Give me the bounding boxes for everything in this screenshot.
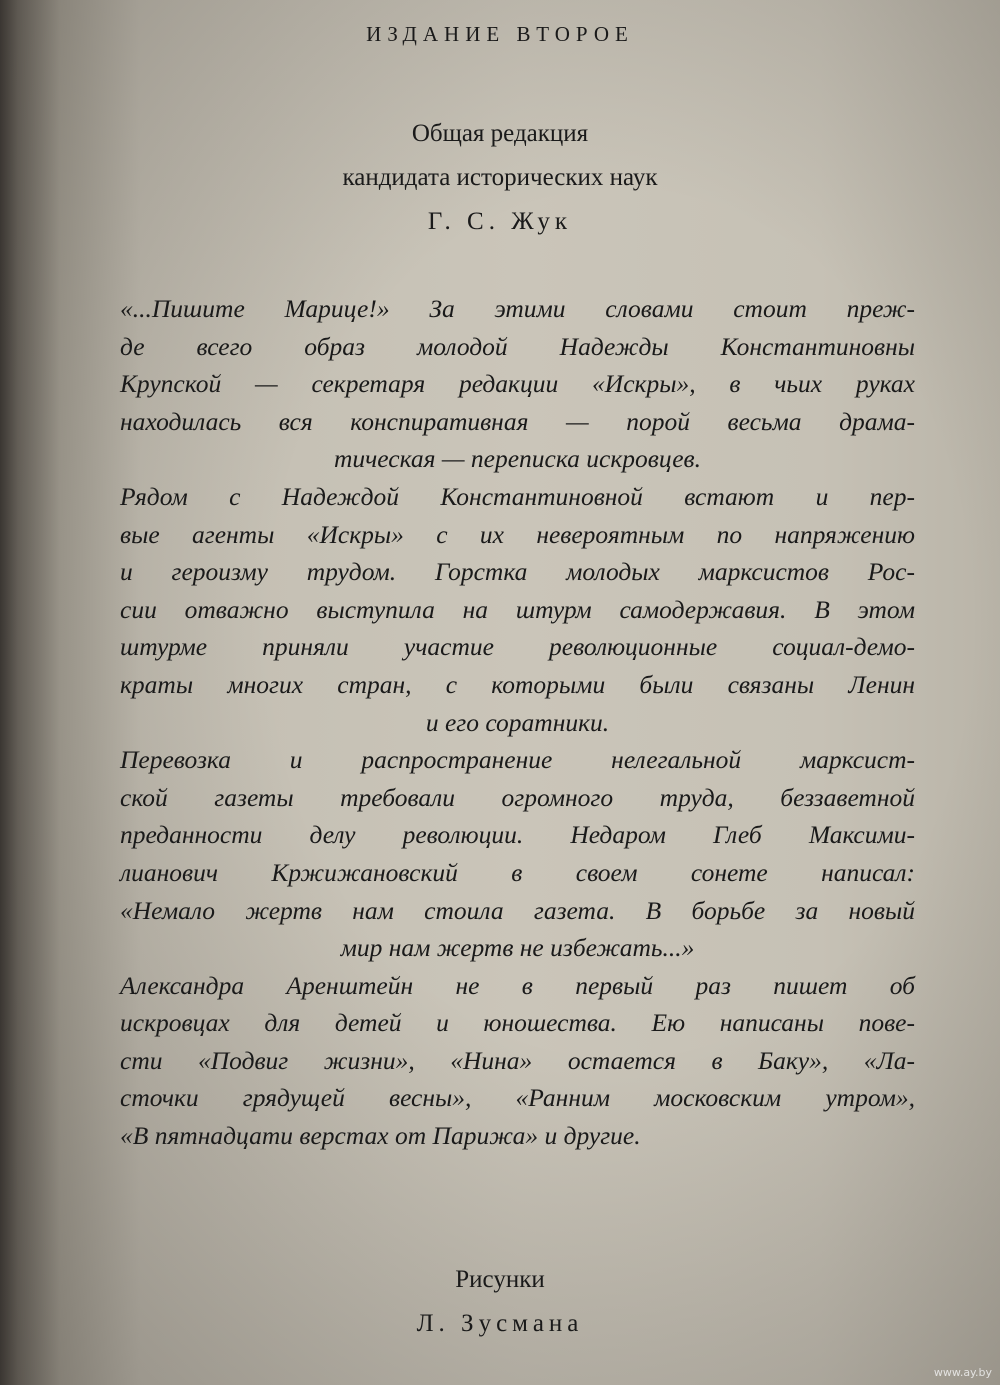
editorship-block: [0, 112, 1000, 244]
annotation-line: ской газеты требовали огромного труда, беззаветной: [120, 782, 915, 812]
edition-heading: ИЗДАНИЕ ВТОРОЕ: [366, 22, 634, 46]
annotation-line: вые агенты «Искры» с их невероятным по напряжению: [120, 519, 915, 549]
annotation-line: тическая — переписка искровцев.: [333, 444, 702, 474]
annotation-line: Перевозка и распространение нелегальной марксист-: [120, 745, 915, 775]
annotation-line: преданности делу революции. Недаром Глеб Максими-: [120, 820, 915, 850]
annotation-line: Крупской — секретаря редакции «Искры», в чьих руках: [120, 369, 915, 399]
annotation-line: сточки грядущей весны», «Ранним московским утром»,: [120, 1083, 915, 1113]
site-watermark: www.ay.by: [933, 1366, 992, 1379]
editorship-line: Общая редакция: [411, 120, 589, 147]
annotation-line: лианович Кржижановский в своем сонете написал:: [120, 857, 915, 887]
annotation-text: [120, 290, 915, 1155]
annotation-line: и его соратники.: [425, 707, 610, 737]
annotation-line: «...Пишите Марице!» За этими словами стоит преж-: [120, 294, 915, 323]
annotation-line: штурме приняли участие революционные социал-демо-: [120, 632, 915, 662]
annotation-line: сти «Подвиг жизни», «Нина» остается в Баку», «Ла-: [120, 1045, 915, 1075]
annotation-line: находилась вся конспиративная — порой весьма драма-: [120, 406, 915, 436]
annotation-line: и героизму трудом. Горстка молодых марксистов Рос-: [120, 557, 915, 587]
illustrator-name: Л. Зусмана: [416, 1310, 584, 1337]
illustrations-label: Рисунки: [455, 1266, 545, 1293]
annotation-line: «Немало жертв нам стоила газета. В борьбе за новый: [120, 895, 915, 925]
annotation-line: «В пятнадцати верстах от Парижа» и другие.: [120, 1121, 641, 1151]
annotation-line: сии отважно выступила на штурм самодержавия. В этом: [120, 594, 915, 624]
editorship-line: кандидата исторических наук: [342, 164, 658, 191]
annotation-line: краты многих стран, с которыми были связаны Ленин: [120, 669, 915, 699]
annotation-line: мир нам жертв не избежать...»: [340, 933, 695, 963]
editor-name: Г. С. Жук: [427, 208, 573, 235]
illustrations-credit: [0, 1258, 1000, 1346]
annotation-line: искровцах для детей и юношества. Ею написаны пове-: [120, 1008, 915, 1038]
annotation-line: Александра Аренштейн не в первый раз пишет об: [120, 970, 915, 1000]
annotation-line: де всего образ молодой Надежды Константиновны: [120, 331, 915, 361]
annotation-line: Рядом с Надеждой Константиновной встают и пер-: [120, 481, 915, 511]
